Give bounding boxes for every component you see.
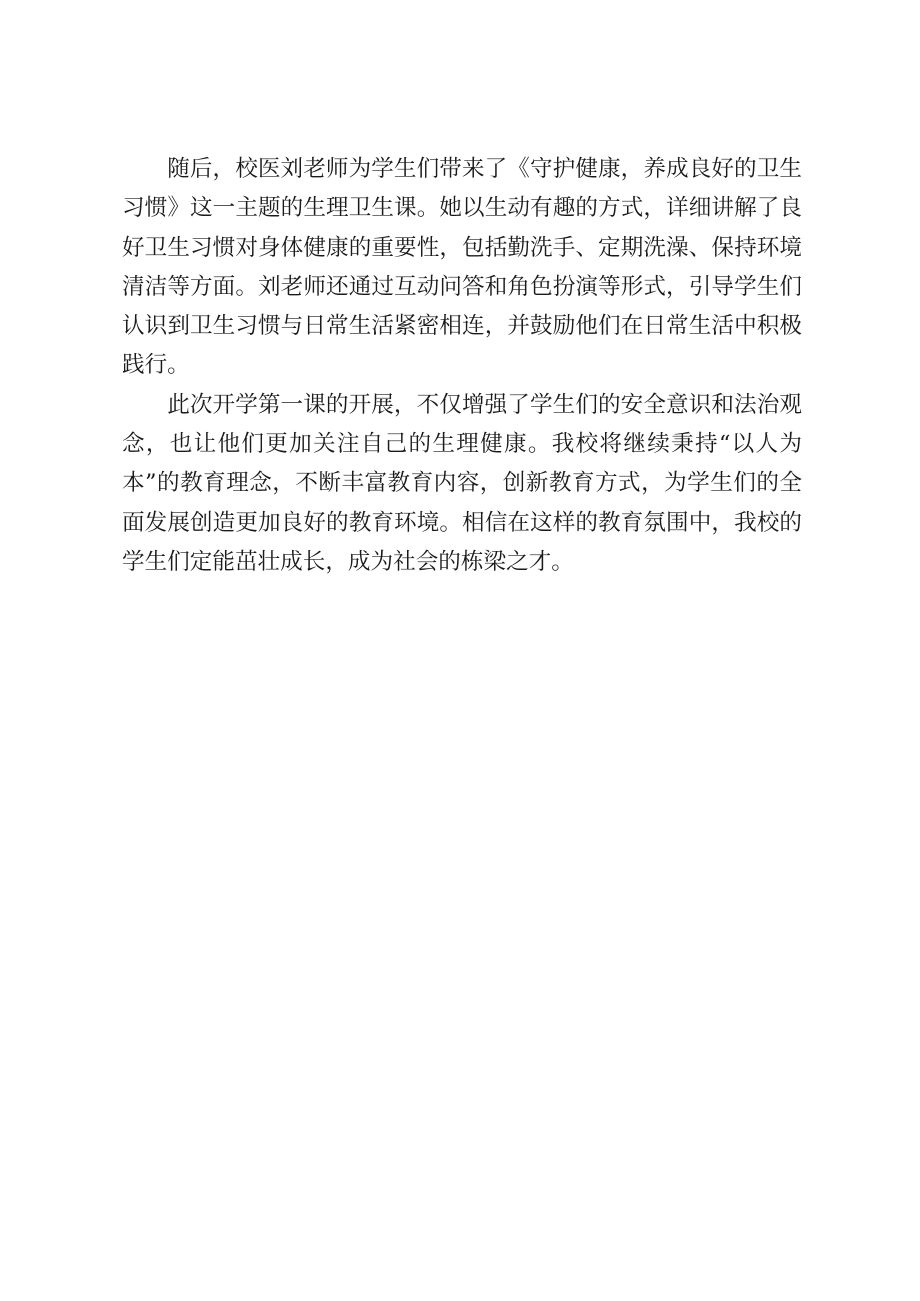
paragraph-conclusion: 此次开学第一课的开展，不仅增强了学生们的安全意识和法治观念，也让他们更加关注自己的生理健康。我校将继续秉持“以人为本”的教育理念，不断丰富教育内容，创新教育方式，为学生们的全面发展创造更加良好的教育环境。相信在这样的教育氛围中，我校的学生们定能茁壮成长，成为社会的栋梁之才。 — [122, 391, 802, 575]
document-body — [122, 150, 802, 582]
paragraph-health-class: 随后，校医刘老师为学生们带来了《守护健康，养成良好的卫生习惯》这一主题的生理卫生课。她以生动有趣的方式，详细讲解了良好卫生习惯对身体健康的重要性，包括勤洗手、定期洗澡、保持环境清洁等方面。刘老师还通过互动问答和角色扮演等形式，引导学生们认识到卫生习惯与日常生活紧密相连，并鼓励他们在日常生活中积极践行。 — [122, 156, 802, 379]
